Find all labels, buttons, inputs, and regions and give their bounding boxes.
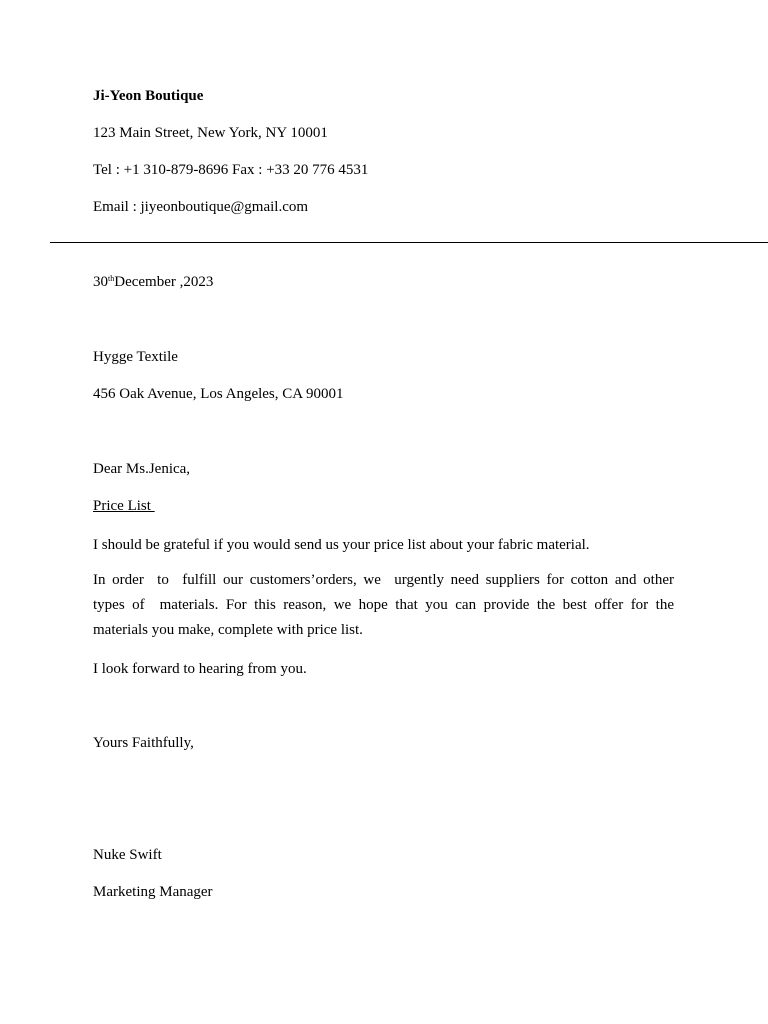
paragraph-2-line: materials you make, complete with price list. [93,622,363,638]
date-month-year: December ,2023 [114,274,214,290]
valediction: Yours Faithfully, [93,735,194,751]
company-name: Ji-Yeon Boutique [93,88,204,104]
salutation: Dear Ms.Jenica, [93,461,191,477]
date-day: 30 [93,274,108,290]
recipient-name: Hygge Textile [93,349,178,365]
letter-date [93,273,213,291]
paragraph-2-line: In order to fulfill our customers’orders, we urgently need suppliers for cotton and other [93,572,674,588]
company-address: 123 Main Street, New York, NY 10001 [93,125,328,141]
company-contact: Tel : +1 310-879-8696 Fax : +33 20 776 4531 [93,162,369,178]
paragraph-2-line: types of materials. For this reason, we hope that you can provide the best offer for the [93,597,674,613]
signer-title: Marketing Manager [93,884,213,900]
signer-name: Nuke Swift [93,847,162,863]
body-paragraph-1: I should be grateful if you would send us your price list about your fabric material. [93,537,590,553]
date-suffix: th [108,274,115,283]
letterhead-divider [50,242,768,243]
recipient-address: 456 Oak Avenue, Los Angeles, CA 90001 [93,386,344,402]
body-paragraph-2 [93,568,674,643]
body-paragraph-3: I look forward to hearing from you. [93,661,307,677]
subject-line: Price List [93,498,155,514]
company-email: Email : jiyeonboutique@gmail.com [93,199,309,215]
